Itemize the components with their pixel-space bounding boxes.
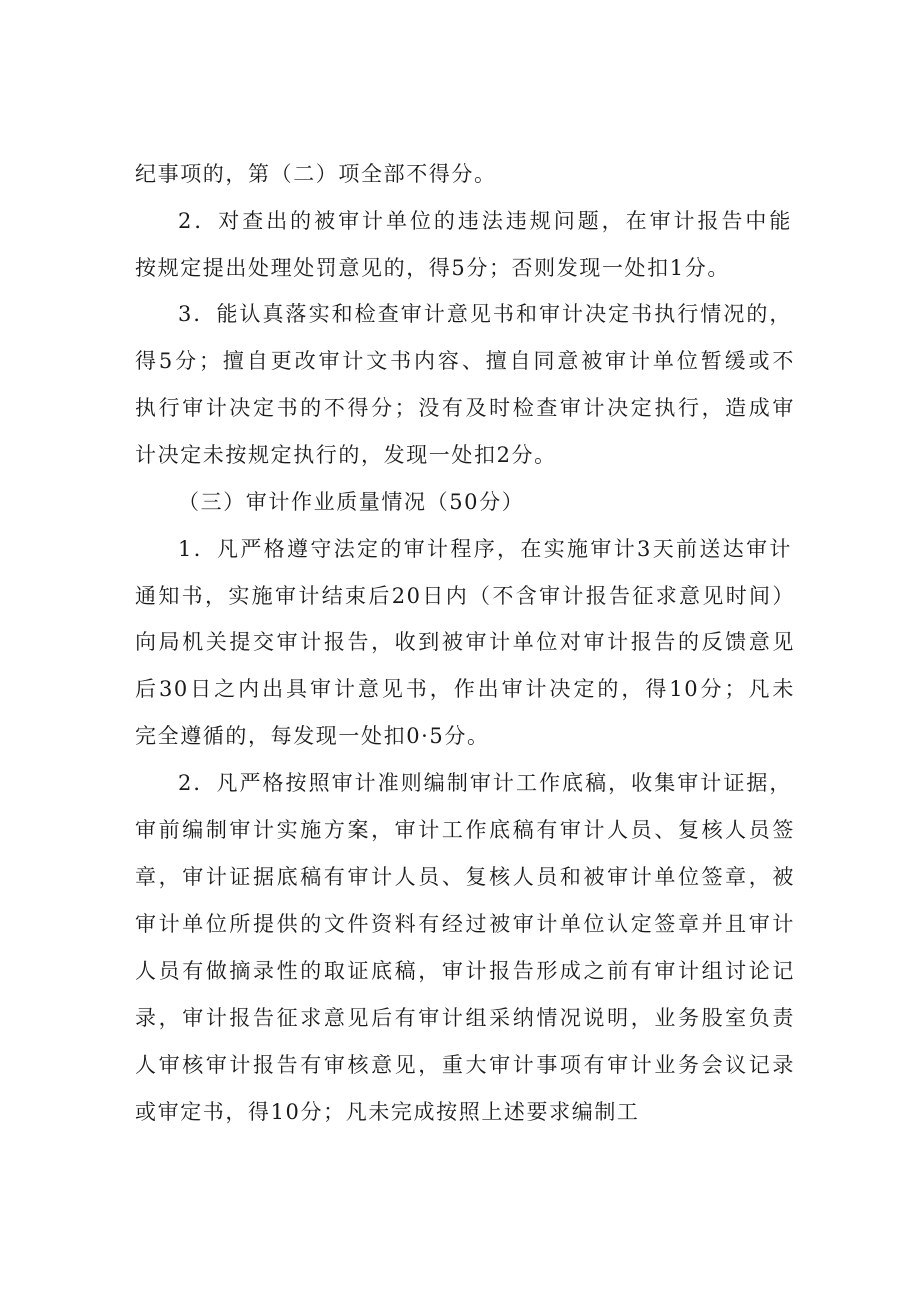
text-line: 或审定书，得10分；凡未完成按照上述要求编制工 xyxy=(135,1100,640,1124)
text-line: 2．凡严格按照审计准则编制审计工作底稿，收集审计证据， xyxy=(178,771,792,795)
text-line: 得5分；擅自更改审计文书内容、擅自同意被审计单位暂缓或不 xyxy=(135,349,795,373)
text-line: 3．能认真落实和检查审计意见书和审计决定书执行情况的， xyxy=(178,302,792,326)
text-line: 计决定未按规定执行的，发现一处扣2分。 xyxy=(135,443,557,467)
text-line: 后30日之内出具审计意见书，作出审计决定的，得10分；凡未 xyxy=(135,677,795,701)
text-line: 通知书，实施审计结束后20日内（不含审计报告征求意见时间） xyxy=(135,584,795,608)
text-line: 审前编制审计实施方案，审计工作底稿有审计人员、复核人员签 xyxy=(135,818,795,842)
text-line: 向局机关提交审计报告，收到被审计单位对审计报告的反馈意见 xyxy=(135,630,795,654)
text-line: 人审核审计报告有审核意见，重大审计事项有审计业务会议记录 xyxy=(135,1053,795,1077)
text-line: 执行审计决定书的不得分；没有及时检查审计决定执行，造成审 xyxy=(135,396,795,420)
text-line: 完全遵循的，每发现一处扣0·5分。 xyxy=(135,724,490,748)
text-line: 纪事项的，第（二）项全部不得分。 xyxy=(135,162,497,186)
text-line: 章，审计证据底稿有审计人员、复核人员和被审计单位签章，被 xyxy=(135,865,795,889)
text-line: 2．对查出的被审计单位的违法违规问题，在审计报告中能 xyxy=(178,209,792,233)
text-line: 人员有做摘录性的取证底稿，审计报告形成之前有审计组讨论记 xyxy=(135,959,795,983)
text-line: 审计单位所提供的文件资料有经过被审计单位认定签章并且审计 xyxy=(135,912,795,936)
section-heading: （三）审计作业质量情况（50分） xyxy=(178,490,525,514)
text-line: 录，审计报告征求意见后有审计组采纳情况说明，业务股室负责 xyxy=(135,1006,795,1030)
text-line: 1．凡严格遵守法定的审计程序，在实施审计3天前送达审计 xyxy=(178,537,792,561)
text-line: 按规定提出处理处罚意见的，得5分；否则发现一处扣1分。 xyxy=(135,256,730,280)
